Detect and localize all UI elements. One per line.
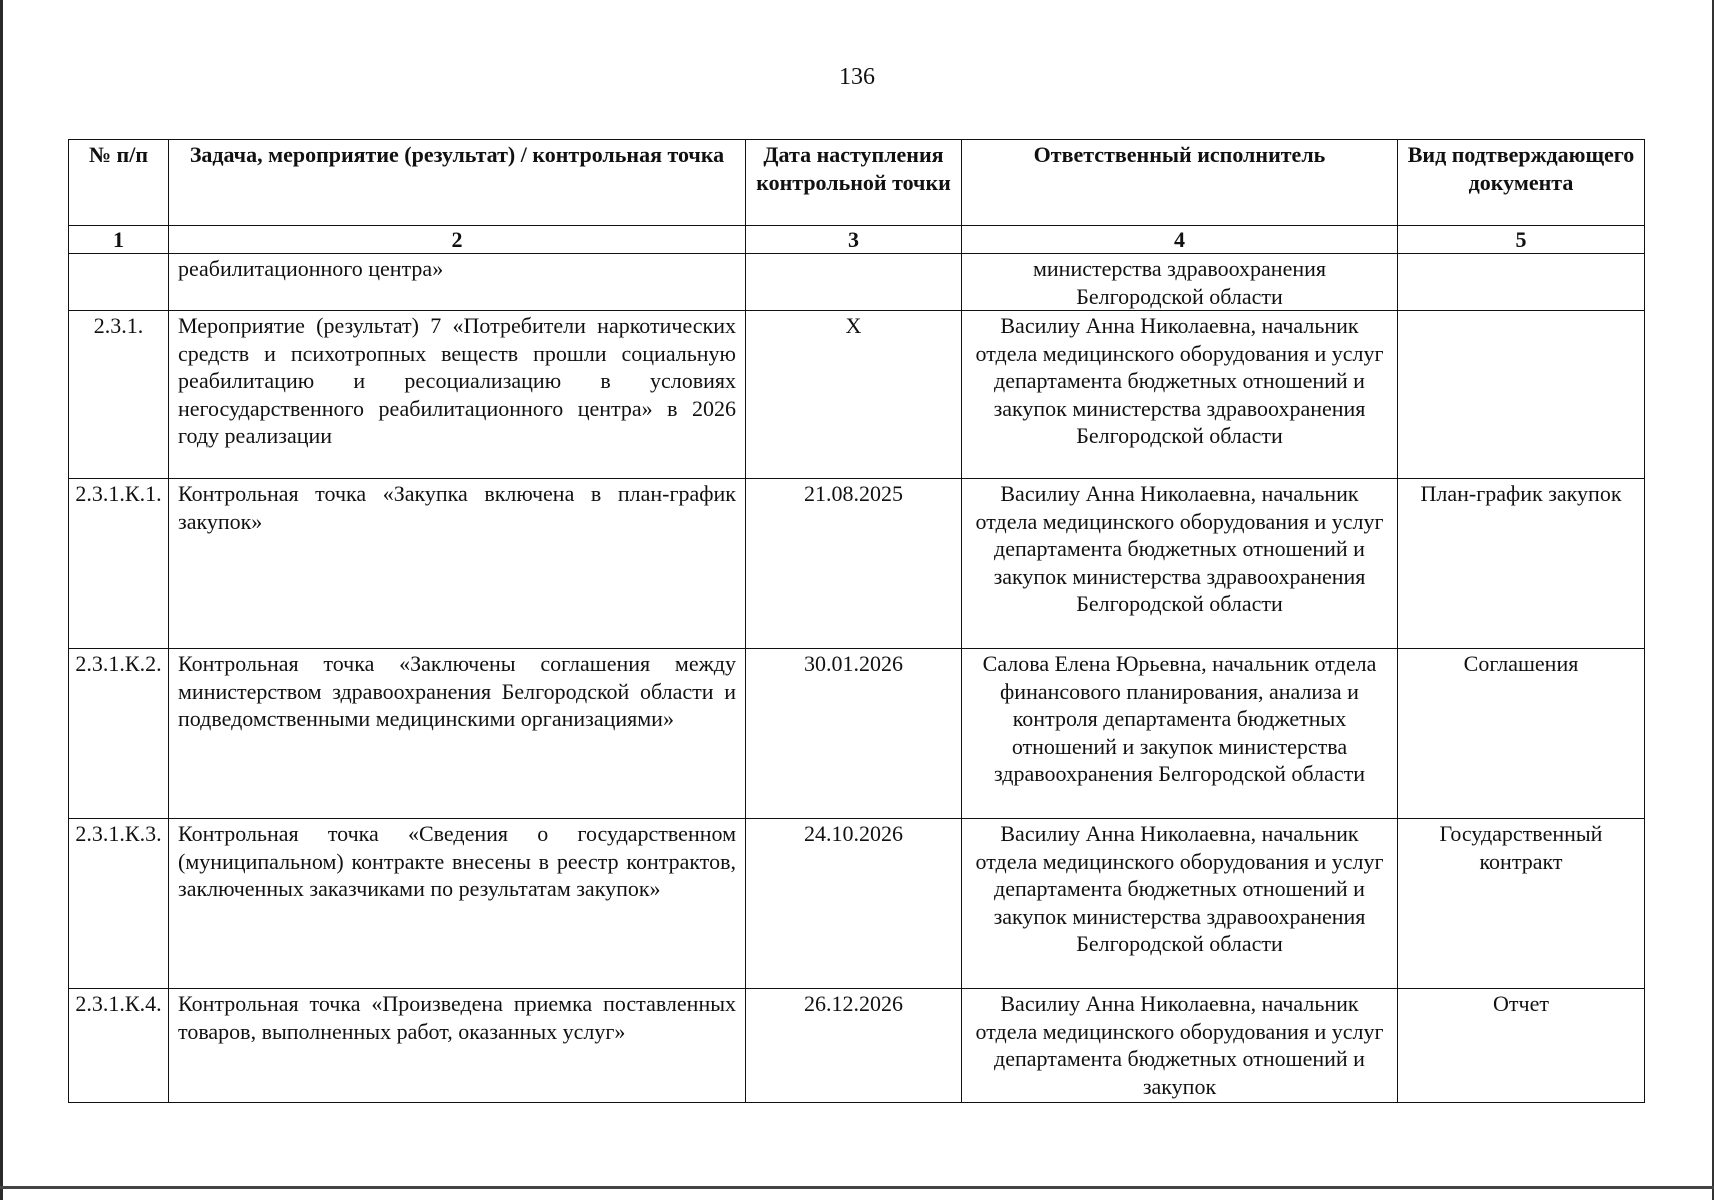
control-date xyxy=(746,254,962,311)
table-header-row xyxy=(69,140,1645,226)
task-text: Мероприятие (результат) 7 «Потребители наркотических средств и психотропных веществ прошли социальную реабилитацию и ресоциализацию в условиях негосударственного реабилитационного центра» в 2026 году реализации xyxy=(169,311,746,479)
header-num: № п/п xyxy=(69,140,169,226)
row-number: 2.3.1.К.1. xyxy=(69,479,169,649)
column-number: 2 xyxy=(169,226,746,254)
responsible-executor: Василиу Анна Николаевна, начальник отдела медицинского оборудования и услуг департамента бюджетных отношений и закупок министерства здравоохранения Белгородской области xyxy=(962,479,1398,649)
responsible-executor: министерства здравоохранения Белгородской области xyxy=(962,254,1398,311)
document-type: План-график закупок xyxy=(1398,479,1645,649)
column-number-row xyxy=(69,226,1645,254)
header-document: Вид подтверждающего документа xyxy=(1398,140,1645,226)
responsible-executor: Василиу Анна Николаевна, начальник отдела медицинского оборудования и услуг департамента бюджетных отношений и закупок министерства здравоохранения Белгородской области xyxy=(962,311,1398,479)
table-row xyxy=(69,819,1645,989)
column-number: 1 xyxy=(69,226,169,254)
header-date: Дата наступления контрольной точки xyxy=(746,140,962,226)
table-row xyxy=(69,479,1645,649)
control-date: Х xyxy=(746,311,962,479)
row-number xyxy=(69,254,169,311)
task-text: реабилитационного центра» xyxy=(169,254,746,311)
document-type: Соглашения xyxy=(1398,649,1645,819)
document-type xyxy=(1398,254,1645,311)
task-text: Контрольная точка «Заключены соглашения между министерством здравоохранения Белгородской области и подведомственными медицинскими организациями» xyxy=(169,649,746,819)
control-date: 24.10.2026 xyxy=(746,819,962,989)
task-text: Контрольная точка «Закупка включена в план-график закупок» xyxy=(169,479,746,649)
header-task: Задача, мероприятие (результат) / контрольная точка xyxy=(169,140,746,226)
responsible-executor: Василиу Анна Николаевна, начальник отдела медицинского оборудования и услуг департамента бюджетных отношений и закупок xyxy=(962,989,1398,1103)
document-type xyxy=(1398,311,1645,479)
row-number: 2.3.1.К.2. xyxy=(69,649,169,819)
control-date: 26.12.2026 xyxy=(746,989,962,1103)
table-row xyxy=(69,649,1645,819)
column-number: 5 xyxy=(1398,226,1645,254)
row-number: 2.3.1.К.4. xyxy=(69,989,169,1103)
responsible-executor: Василиу Анна Николаевна, начальник отдела медицинского оборудования и услуг департамента бюджетных отношений и закупок министерства здравоохранения Белгородской области xyxy=(962,819,1398,989)
control-date: 30.01.2026 xyxy=(746,649,962,819)
row-number: 2.3.1.К.3. xyxy=(69,819,169,989)
table-row xyxy=(69,254,1645,311)
column-number: 3 xyxy=(746,226,962,254)
column-number: 4 xyxy=(962,226,1398,254)
document-type: Отчет xyxy=(1398,989,1645,1103)
scan-edge-left xyxy=(0,0,3,1200)
control-points-table xyxy=(68,139,1645,1103)
row-number: 2.3.1. xyxy=(69,311,169,479)
document-type: Государственный контракт xyxy=(1398,819,1645,989)
table-row xyxy=(69,989,1645,1103)
task-text: Контрольная точка «Произведена приемка поставленных товаров, выполненных работ, оказанных услуг» xyxy=(169,989,746,1103)
responsible-executor: Салова Елена Юрьевна, начальник отдела финансового планирования, анализа и контроля департамента бюджетных отношений и закупок министерства здравоохранения Белгородской области xyxy=(962,649,1398,819)
header-responsible: Ответственный исполнитель xyxy=(962,140,1398,226)
task-text: Контрольная точка «Сведения о государственном (муниципальном) контракте внесены в реестр контрактов, заключенных заказчиками по результатам закупок» xyxy=(169,819,746,989)
page-number: 136 xyxy=(839,64,875,90)
table-row xyxy=(69,311,1645,479)
scan-edge-bottom xyxy=(0,1186,1714,1189)
control-date: 21.08.2025 xyxy=(746,479,962,649)
